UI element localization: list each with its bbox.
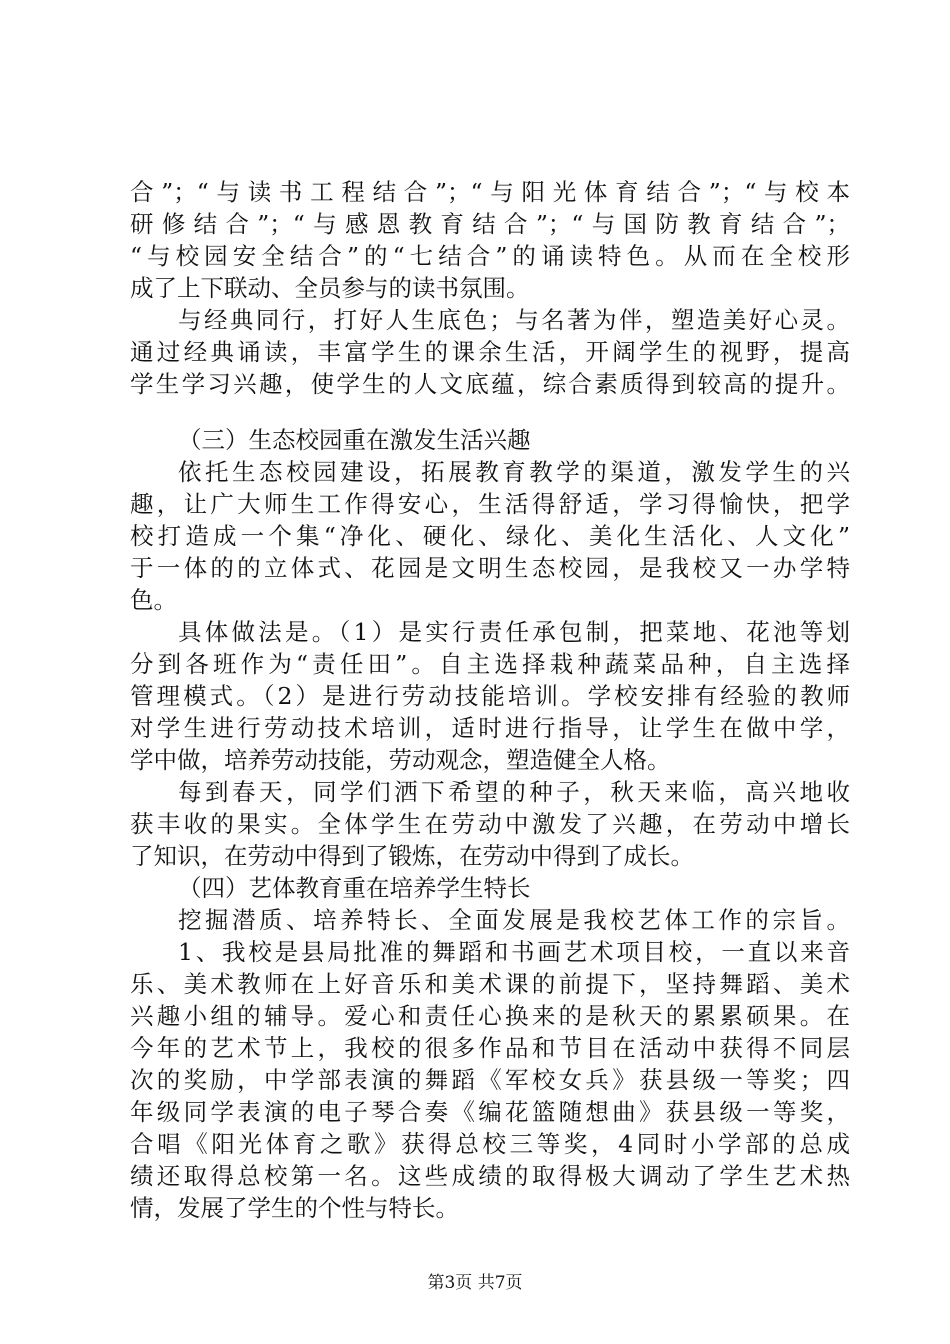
text-line: 今年的艺术节上，我校的很多作品和节目在活动中获得不同层 — [130, 1034, 850, 1062]
text-line: 学生学习兴趣，使学生的人文底蕴，综合素质得到较高的提升。 — [130, 370, 850, 398]
text-line: “与校园安全结合”的“七结合”的诵读特色。从而在全校形 — [130, 242, 850, 270]
text-line: 获丰收的果实。全体学生在劳动中激发了兴趣，在劳动中增长 — [130, 810, 850, 838]
text-line: 通过经典诵读，丰富学生的课余生活，开阔学生的视野，提高 — [130, 338, 850, 366]
text-line: 管理模式。（2）是进行劳动技能培训。学校安排有经验的教师 — [130, 682, 850, 710]
text-line: 校打造成一个集“净化、硬化、绿化、美化生活化、人文化” — [130, 522, 850, 550]
paragraph-first-line: 具体做法是。（1）是实行责任承包制，把菜地、花池等划 — [178, 618, 850, 646]
text-line: 年级同学表演的电子琴合奏《编花篮随想曲》获县级一等奖， — [130, 1098, 850, 1126]
paragraph-first-line: 每到春天，同学们洒下希望的种子，秋天来临，高兴地收 — [178, 778, 850, 806]
text-line: 对学生进行劳动技术培训，适时进行指导，让学生在做中学， — [130, 714, 850, 742]
text-line: 绩还取得总校第一名。这些成绩的取得极大调动了学生艺术热 — [130, 1162, 850, 1190]
text-line: 次的奖励，中学部表演的舞蹈《军校女兵》获县级一等奖；四 — [130, 1066, 850, 1094]
text-line: 合”；“与读书工程结合”；“与阳光体育结合”；“与校本 — [130, 178, 850, 206]
text-line: 于一体的的立体式、花园是文明生态校园，是我校又一办学特 — [130, 554, 850, 582]
section-heading-4: （四）艺体教育重在培养学生特长 — [178, 874, 531, 902]
text-line: 乐、美术教师在上好音乐和美术课的前提下，坚持舞蹈、美术 — [130, 970, 850, 998]
text-line: 情，发展了学生的个性与特长。 — [130, 1194, 459, 1222]
text-line: 了知识，在劳动中得到了锻炼，在劳动中得到了成长。 — [130, 842, 694, 870]
text-line: 兴趣小组的辅导。爱心和责任心换来的是秋天的累累硕果。在 — [130, 1002, 850, 1030]
text-line: 趣，让广大师生工作得安心，生活得舒适，学习得愉快，把学 — [130, 490, 850, 518]
paragraph-first-line: 与经典同行，打好人生底色；与名著为伴，塑造美好心灵。 — [178, 306, 850, 334]
text-line: 研修结合”；“与感恩教育结合”；“与国防教育结合”； — [130, 210, 850, 238]
paragraph-first-line: 1、我校是县局批准的舞蹈和书画艺术项目校，一直以来音 — [178, 938, 850, 966]
text-line: 学中做，培养劳动技能，劳动观念，塑造健全人格。 — [130, 746, 671, 774]
section-heading-3: （三）生态校园重在激发生活兴趣 — [178, 426, 531, 454]
text-line: 成了上下联动、全员参与的读书氛围。 — [130, 274, 530, 302]
paragraph-first-line: 挖掘潜质、培养特长、全面发展是我校艺体工作的宗旨。 — [178, 906, 850, 934]
text-line: 分到各班作为“责任田”。自主选择栽种蔬菜品种，自主选择 — [130, 650, 850, 678]
text-line: 合唱《阳光体育之歌》获得总校三等奖，4同时小学部的总成 — [130, 1130, 850, 1158]
paragraph-first-line: 依托生态校园建设，拓展教育教学的渠道，激发学生的兴 — [178, 458, 850, 486]
page-number-footer: 第3页 共7页 — [427, 1273, 523, 1293]
text-line: 色。 — [130, 586, 177, 614]
